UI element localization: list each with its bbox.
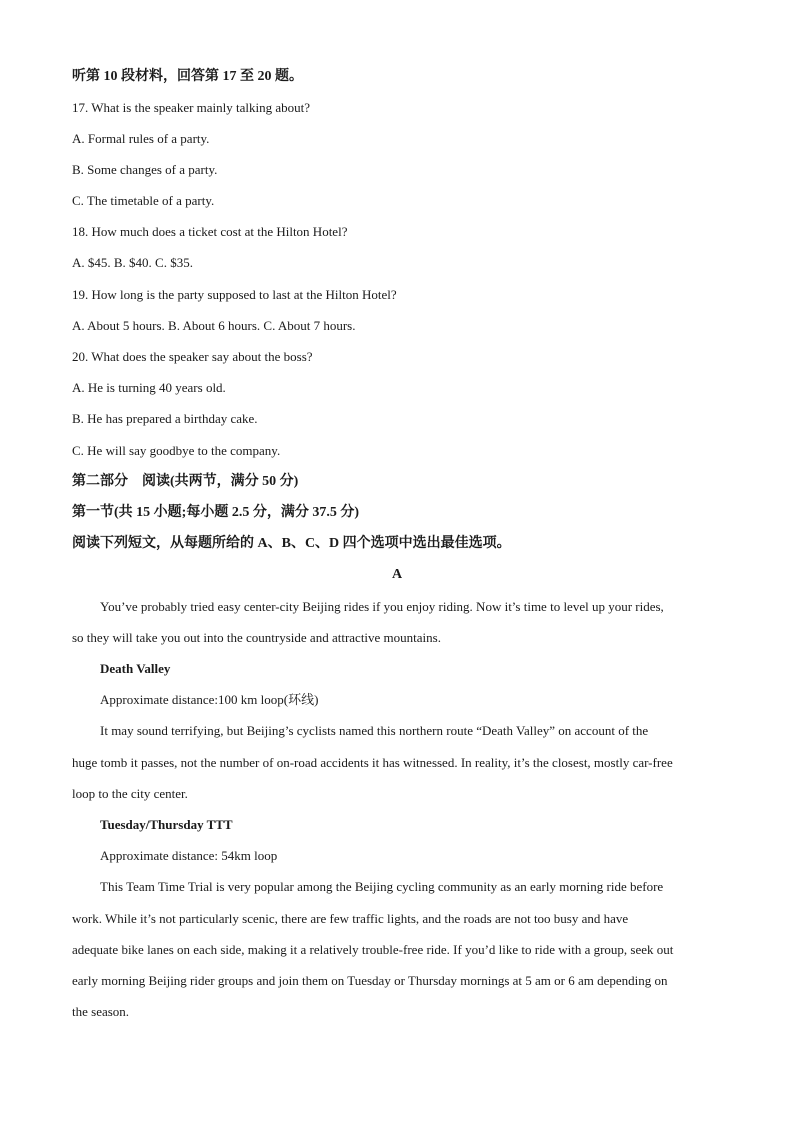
q17-option-a: A. Formal rules of a party. — [72, 131, 210, 146]
intro-line-1: You’ve probably tried easy center-city Beijing rides if you enjoy riding. Now it’s time to level up your rides, — [100, 599, 664, 614]
question-19: 19. How long is the party supposed to last at the Hilton Hotel? — [72, 287, 397, 302]
q20-option-b: B. He has prepared a birthday cake. — [72, 411, 258, 426]
route-2-body-line-2: work. While it’s not particularly scenic, there are few traffic lights, and the roads are not too busy and have — [72, 911, 629, 926]
q19-options: A. About 5 hours. B. About 6 hours. C. About 7 hours. — [72, 318, 356, 333]
route-1-title: Death Valley — [100, 661, 171, 676]
question-20: 20. What does the speaker say about the boss? — [72, 349, 313, 364]
passage-label: A — [391, 567, 403, 582]
route-2-body-line-5: the season. — [72, 1004, 130, 1019]
route-2-title: Tuesday/Thursday TTT — [100, 817, 233, 832]
q20-option-a: A. He is turning 40 years old. — [72, 380, 226, 395]
q18-options: A. $45. B. $40. C. $35. — [72, 255, 193, 270]
q17-option-b: B. Some changes of a party. — [72, 162, 218, 177]
route-2-body-line-4: early morning Beijing rider groups and join them on Tuesday or Thursday mornings at 5 am or 6 am depending on — [72, 973, 668, 988]
question-17: 17. What is the speaker mainly talking about? — [72, 100, 311, 115]
route-1-body-line-1: It may sound terrifying, but Beijing’s cyclists named this northern route “Death Valley” on account of the — [100, 723, 649, 738]
q20-option-c: C. He will say goodbye to the company. — [72, 443, 281, 458]
route-1-distance: Approximate distance:100 km loop(环线) — [100, 692, 319, 707]
route-2-distance: Approximate distance: 54km loop — [100, 848, 278, 863]
route-1-body-line-2: huge tomb it passes, not the number of on-road accidents it has witnessed. In reality, it’s the closest, mostly car-free — [72, 755, 673, 770]
listening-heading: 听第 10 段材料，回答第 17 至 20 题。 — [72, 69, 303, 84]
q17-option-c: C. The timetable of a party. — [72, 193, 215, 208]
route-2-body-line-1: This Team Time Trial is very popular among the Beijing cycling community as an early morning ride before — [100, 879, 664, 894]
part-two-heading: 第二部分 阅读(共两节，满分 50 分) — [72, 474, 299, 489]
reading-instruction: 阅读下列短文，从每题所给的 A、B、C、D 四个选项中选出最佳选项。 — [72, 536, 511, 551]
question-18: 18. How much does a ticket cost at the Hilton Hotel? — [72, 224, 348, 239]
route-1-body-line-3: loop to the city center. — [72, 786, 188, 801]
intro-line-2: so they will take you out into the countryside and attractive mountains. — [72, 630, 441, 645]
section-one-heading: 第一节(共 15 小题;每小题 2.5 分，满分 37.5 分) — [72, 505, 359, 520]
route-2-body-line-3: adequate bike lanes on each side, making it a relatively trouble-free ride. If you’d like to ride with a group, seek out — [72, 942, 674, 957]
